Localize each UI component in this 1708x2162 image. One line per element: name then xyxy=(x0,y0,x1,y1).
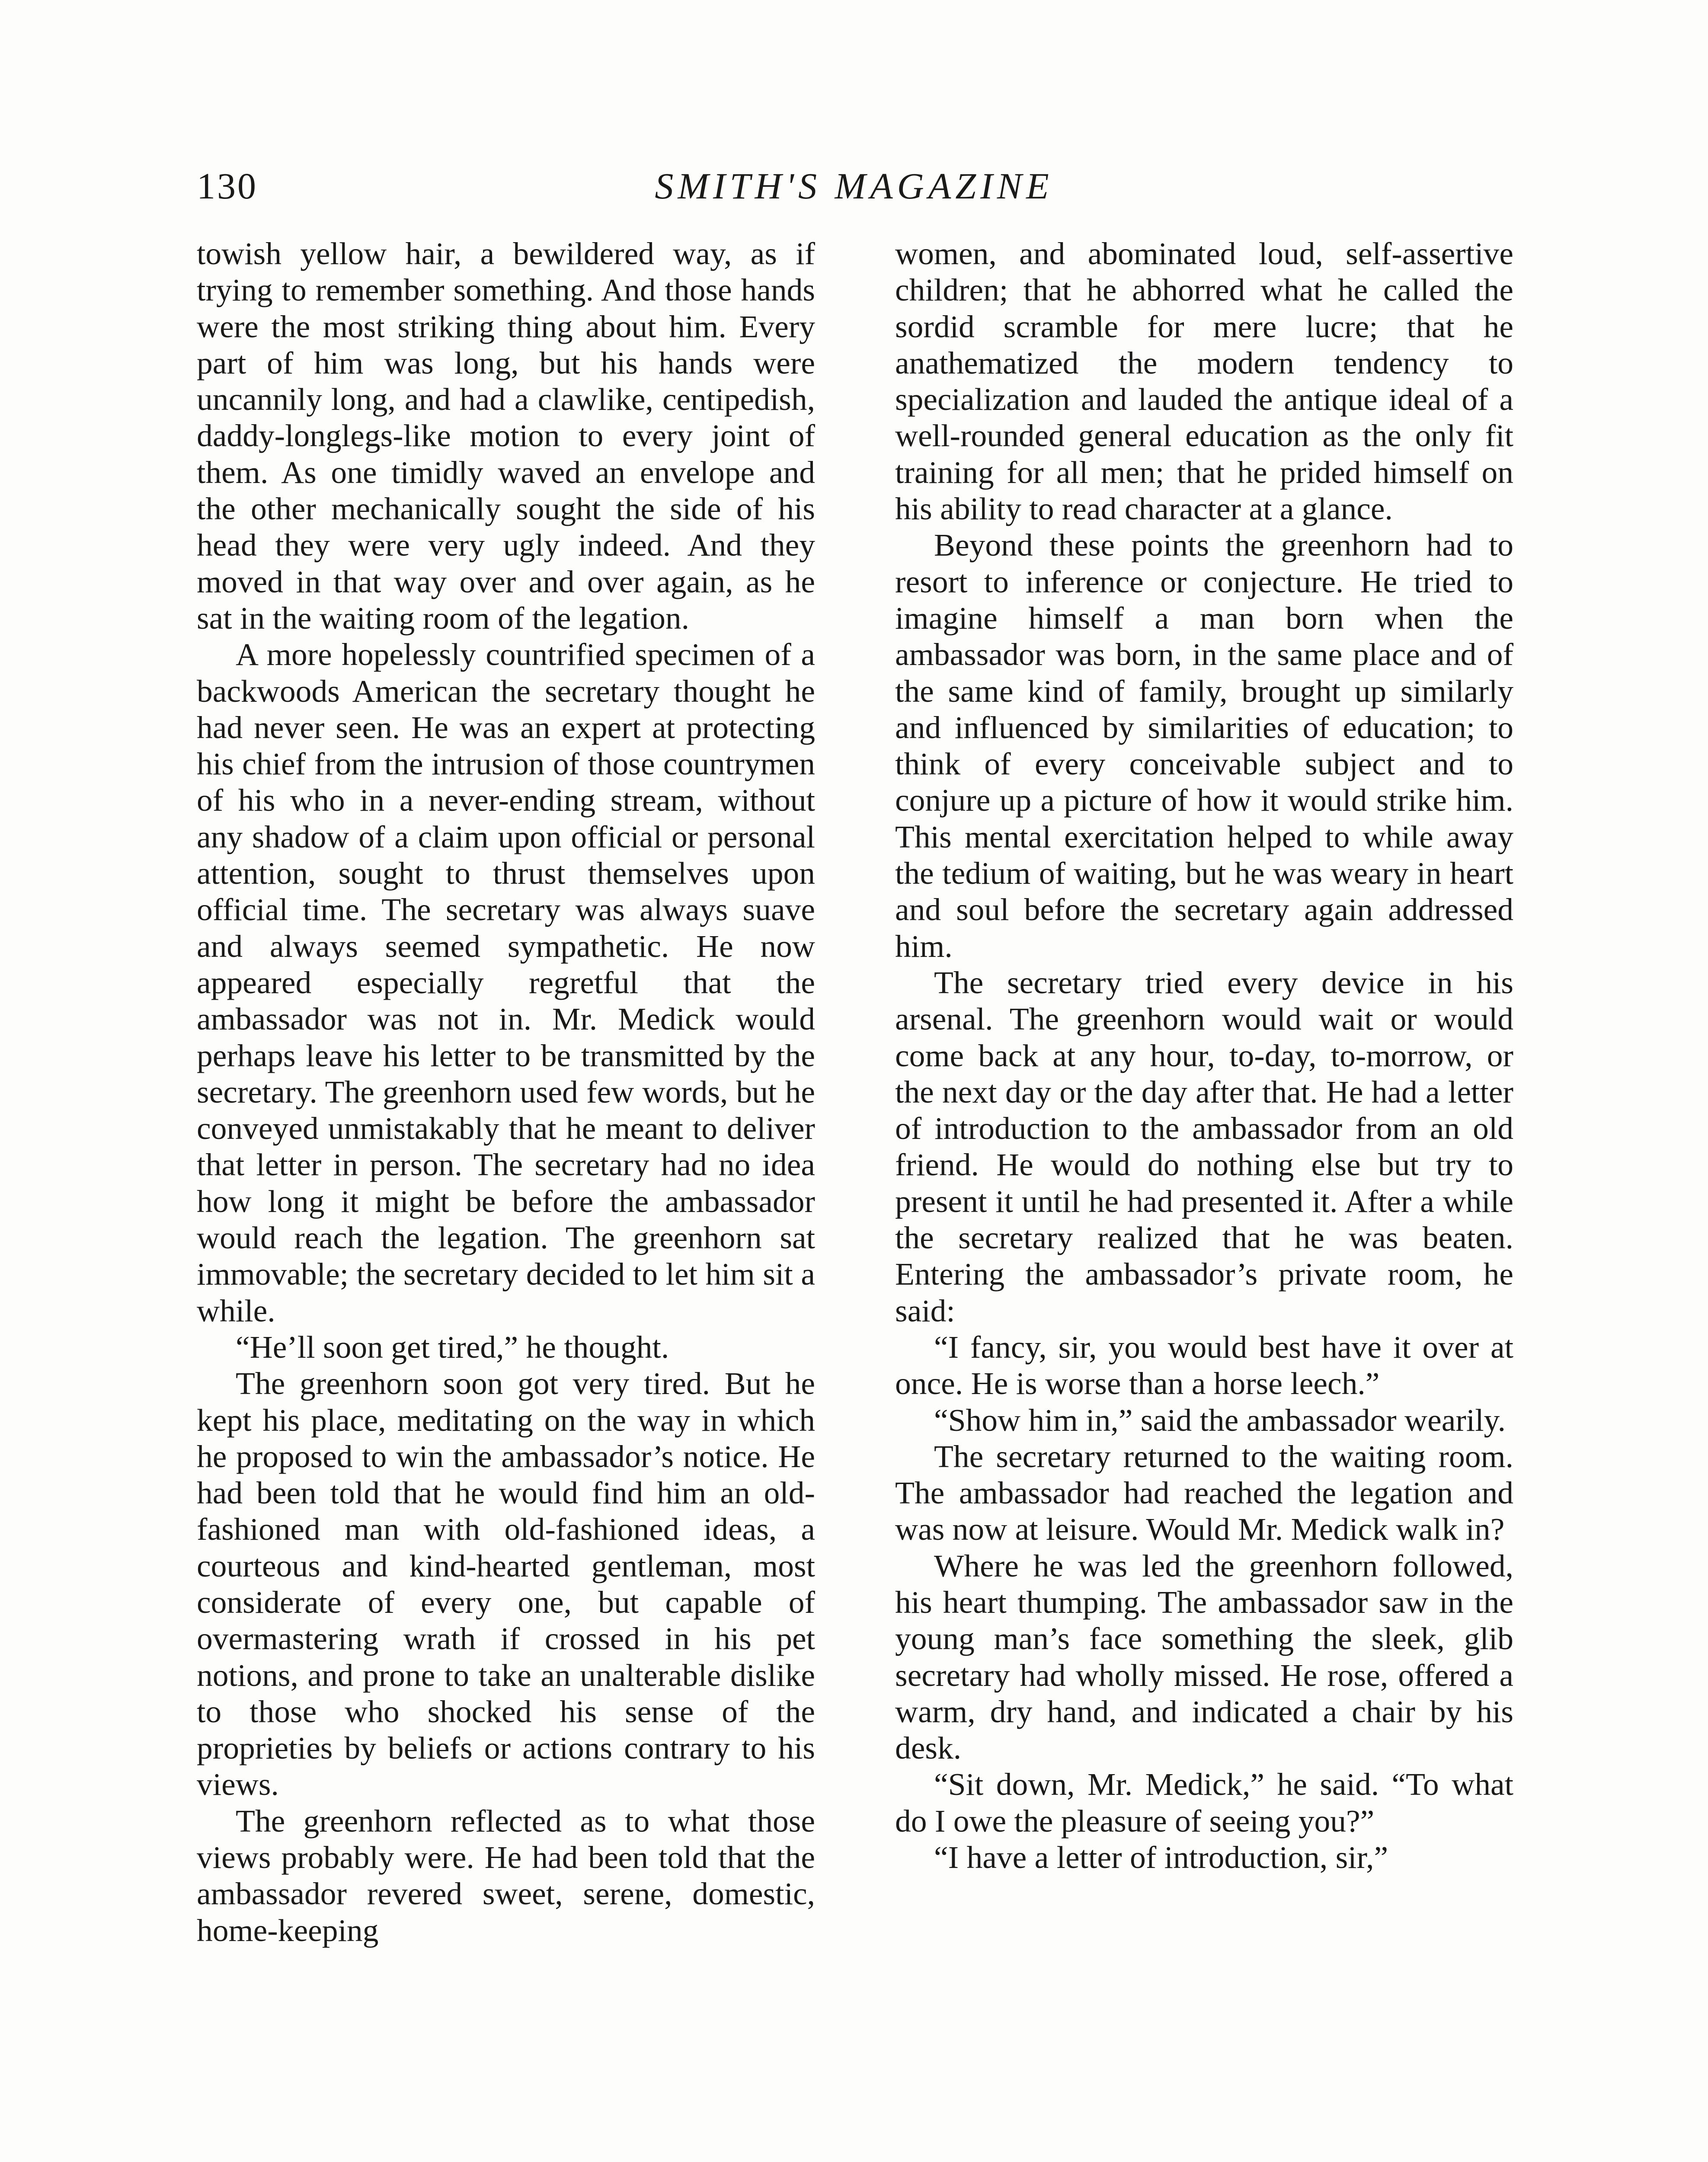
paragraph: The greenhorn reflected as to what those views probably were. He had been told that the ambassador revered sweet, serene, domestic, home-keeping xyxy=(197,1803,815,1948)
paragraph: “I fancy, sir, you would best have it over at once. He is worse than a horse leech.” xyxy=(895,1329,1513,1401)
running-title: SMITH'S MAGAZINE xyxy=(655,165,1053,207)
paragraph: towish yellow hair, a bewildered way, as if trying to remember something. And those hands were the most striking thing about him. Every part of him was long, but his hands were uncannily long, and had a clawlike, centipedish, daddy-longlegs-like motion to every joint of them. As one timidly waved an envelope and the other mechanically sought the side of his head they were very ugly indeed. And they moved in that way over and over again, as he sat in the waiting room of the legation. xyxy=(197,236,815,636)
paragraph: “Sit down, Mr. Medick,” he said. “To what do I owe the pleasure of seeing you?” xyxy=(895,1767,1513,1839)
paragraph: women, and abominated loud, self-assertive children; that he abhorred what he called the sordid scramble for mere lucre; that he anathematized the modern tendency to specialization and lauded the antique ideal of a well-rounded general education as the only fit training for all men; that he prided himself on his ability to read character at a glance. xyxy=(895,236,1513,527)
page-header xyxy=(0,164,1708,225)
left-column xyxy=(197,236,815,1949)
right-column xyxy=(895,236,1513,1876)
paragraph: The secretary returned to the waiting room. The ambassador had reached the legation and was now at leisure. Would Mr. Medick walk in? xyxy=(895,1439,1513,1547)
paragraph: A more hopelessly countrified specimen of a backwoods American the secretary thought he had never seen. He was an expert at protecting his chief from the intrusion of those countrymen of his who in a never-ending stream, without any shadow of a claim upon official or personal attention, sought to thrust themselves upon official time. The secretary was always suave and always seemed sympathetic. He now appeared especially regretful that the ambassador was not in. Mr. Medick would perhaps leave his letter to be transmitted by the secretary. The greenhorn used few words, but he conveyed unmistakably that he meant to deliver that letter in person. The secretary had no idea how long it might be before the ambassador would reach the legation. The greenhorn sat immovable; the secretary decided to let him sit a while. xyxy=(197,637,815,1328)
paragraph: Where he was led the greenhorn followed, his heart thumping. The ambassador saw in the young man’s face something the sleek, glib secretary had wholly missed. He rose, offered a warm, dry hand, and indicated a chair by his desk. xyxy=(895,1548,1513,1766)
paragraph: Beyond these points the greenhorn had to resort to inference or conjecture. He tried to imagine himself a man born when the ambassador was born, in the same place and of the same kind of family, brought up similarly and influenced by similarities of education; to think of every conceivable subject and to conjure up a picture of how it would strike him. This mental exercitation helped to while away the tedium of waiting, but he was weary in heart and soul before the secretary again addressed him. xyxy=(895,528,1513,964)
paragraph: The greenhorn soon got very tired. But he kept his place, meditating on the way in which he proposed to win the ambassador’s notice. He had been told that he would find him an old-fashioned man with old-fashioned ideas, a courteous and kind-hearted gentleman, most considerate of every one, but capable of overmastering wrath if crossed in his pet notions, and prone to take an unalterable dislike to those who shocked his sense of the proprieties by beliefs or actions contrary to his views. xyxy=(197,1366,815,1802)
paragraph: The secretary tried every device in his arsenal. The greenhorn would wait or would come back at any hour, to-day, to-morrow, or the next day or the day after that. He had a letter of introduction to the ambassador from an old friend. He would do nothing else but try to present it until he had presented it. After a while the secretary realized that he was beaten. Entering the ambassador’s private room, he said: xyxy=(895,965,1513,1328)
paragraph: “I have a letter of introduction, sir,” xyxy=(934,1840,1388,1875)
paragraph: “He’ll soon get tired,” he thought. xyxy=(236,1329,669,1365)
page-number: 130 xyxy=(197,165,258,207)
paragraph: “Show him in,” said the ambassador wearily. xyxy=(934,1402,1506,1438)
